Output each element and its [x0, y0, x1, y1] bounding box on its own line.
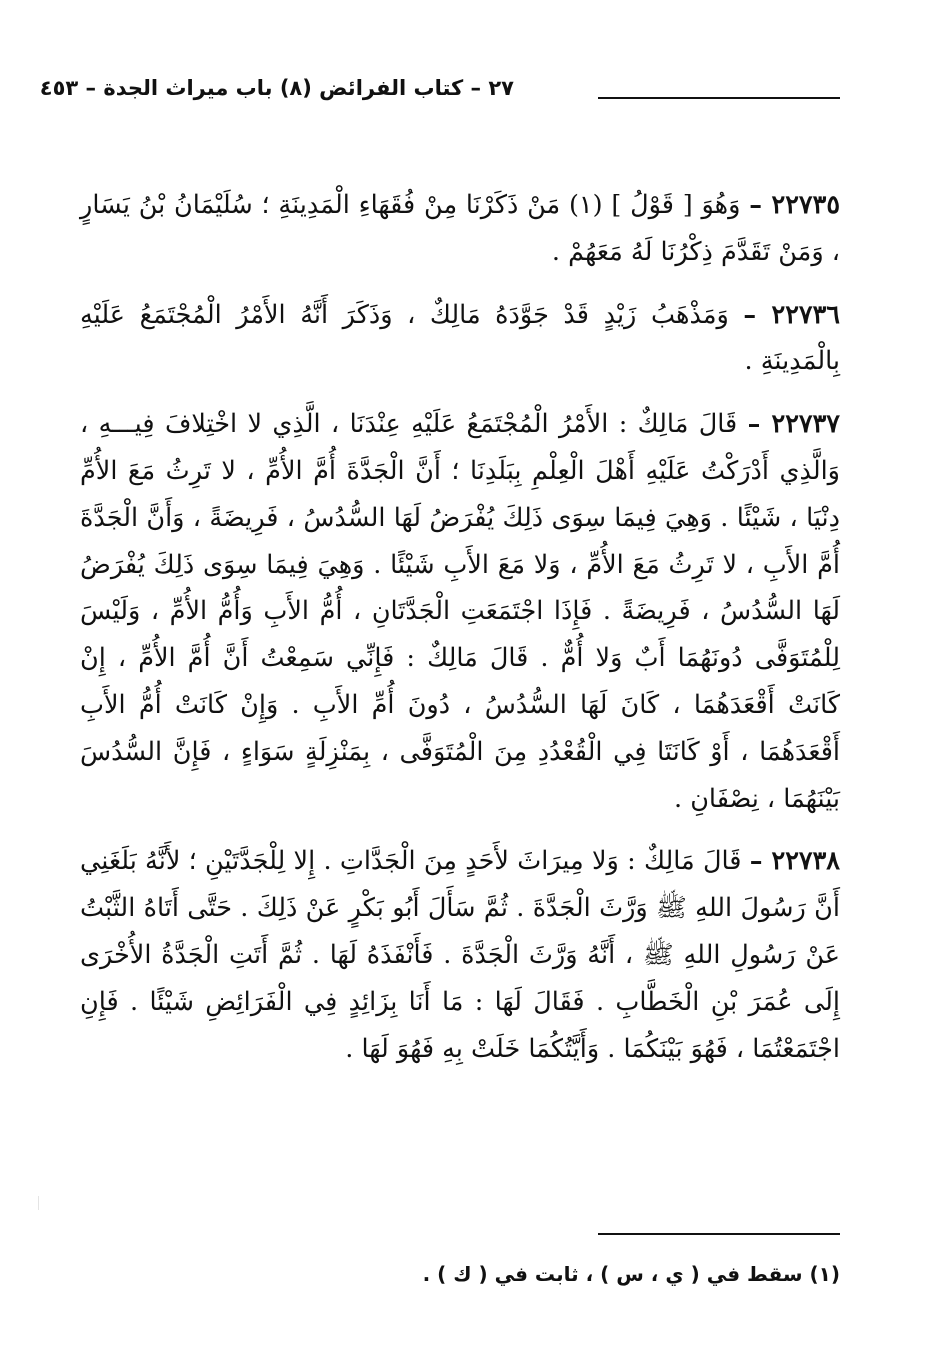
- margin-mark: [38, 1196, 39, 1210]
- paragraph-text: قَالَ مَالِكٌ : الأَمْرُ الْمُجْتَمَعُ عَلَيْهِ عِنْدَنَا ، الَّذِي لا اخْتِلافَ فِيـــهِ ، وَالَّذِي أَدْرَكْتُ عَلَيْهِ أَهْلَ الْعِلْمِ بِبَلَدِنَا ؛ أَنَّ الْجَدَّةَ أُمَّ الأُمِّ ، لا تَرِثُ مَعَ الأُمِّ دِنْيَا ، شَيْئًا . وَهِيَ فِيمَا سِوَى ذَلِكَ يُفْرَضُ لَهَا السُّدُسُ ، فَرِيضَةً ، وَأَنَّ الْجَدَّةَ أُمَّ الأَبِ ، لا تَرِثُ مَعَ الأُمِّ ، وَلا مَعَ الأَبِ شَيْئًا . وَهِيَ فِيمَا سِوَى ذَلِكَ يُفْرَضُ لَهَا السُّدُسُ ، فَرِيضَةً . فَإِذَا اجْتَمَعَتِ الْجَدَّتَانِ ، أُمُّ الأَبِ وَأُمُّ الأُمِّ ، وَلَيْسَ لِلْمُتَوَفَّى دُونَهُمَا أَبٌ وَلا أُمٌّ . قَالَ مَالِكٌ : فَإِنِّي سَمِعْتُ أَنَّ أُمَّ الأُمِّ ، إِنْ كَانَتْ أَقْعَدَهُمَا ، كَانَ لَهَا السُّدُسُ ، دُونَ أُمِّ الأَبِ . وَإِنْ كَانَتْ أُمُّ الأَبِ أَقْعَدَهُمَا ، أَوْ كَانَتَا فِي الْقُعْدُدِ مِنَ الْمُتَوَفَّى ، بِمَنْزِلَةٍ سَوَاءٍ ، فَإِنَّ السُّدُسَ بَيْنَهُمَا ، نِصْفَانِ .: [80, 409, 840, 814]
- paragraph-text: وَهُوَ [ قَوْلُ ] (١) مَنْ ذَكَرْنَا مِنْ فُقَهَاءِ الْمَدِينَةِ ؛ سُلَيْمَانُ بْنُ يَسَارٍ ، وَمَنْ تَقَدَّمَ ذِكْرُنَا لَهُ مَعَهُمْ .: [80, 190, 840, 267]
- paragraph-text: قَالَ مَالِكٌ : وَلا مِيرَاثَ لأَحَدٍ مِنَ الْجَدَّاتِ . إِلا لِلْجَدَّتَيْنِ ؛ لأَنَّهُ بَلَغَنِي أَنَّ رَسُولَ اللهِ ﷺ وَرَّثَ الْجَدَّةَ . ثُمَّ سَأَلَ أَبُو بَكْرٍ عَنْ ذَلِكَ . حَتَّى أَتَاهُ الثَّبْتُ عَنْ رَسُولِ اللهِ ﷺ ، أَنَّهُ وَرَّثَ الْجَدَّةَ . فَأَنْفَذَهُ لَهَا . ثُمَّ أَتَتِ الْجَدَّةُ الأُخْرَى إِلَى عُمَرَ بْنِ الْخَطَّابِ . فَقَالَ لَهَا : مَا أَنَا بِزَائِدٍ فِي الْفَرَائِضِ شَيْئًا . فَإِنِ اجْتَمَعْتُمَا ، فَهُوَ بَيْنَكُمَا . وَأَيَّتُكُمَا خَلَتْ بِهِ فَهُوَ لَهَا .: [80, 846, 840, 1064]
- footnote: (١) سقط في ( ي ، س ) ، ثابت في ( ك ) .: [422, 1262, 840, 1286]
- paragraph-number: ٢٢٧٣٦ –: [743, 299, 840, 330]
- paragraph-number: ٢٢٧٣٨ –: [749, 846, 840, 877]
- paragraph-number: ٢٢٧٣٥ –: [749, 190, 841, 220]
- running-head: ٢٧ – كتاب الفرائض (٨) باب ميراث الجدة – ٤٥٣: [39, 76, 514, 100]
- paragraph-22736: [80, 292, 840, 386]
- paragraph-22738: [80, 838, 840, 1072]
- paragraph-22737: [80, 401, 840, 822]
- paragraph-number: ٢٢٧٣٧ –: [747, 409, 840, 440]
- paragraph-text: وَمَذْهَبُ زَيْدٍ قَدْ جَوَّدَهُ مَالِكٌ ، وَذَكَرَ أَنَّهُ الأَمْرُ الْمُجْتَمَعُ عَلَيْهِ بِالْمَدِينَةِ .: [80, 299, 840, 377]
- main-text: [80, 182, 840, 1088]
- header-rule: [598, 97, 840, 99]
- paragraph-22735: [80, 182, 840, 276]
- footnote-rule: [598, 1233, 840, 1235]
